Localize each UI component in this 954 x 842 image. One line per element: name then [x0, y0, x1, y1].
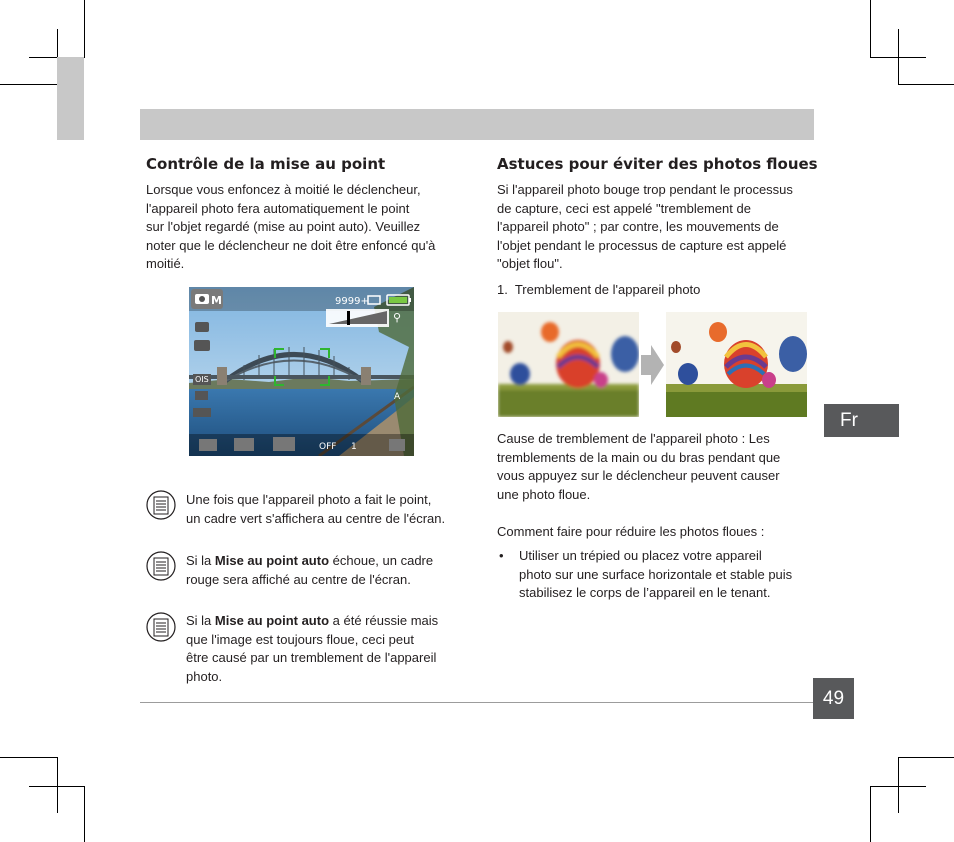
bullet-text: Utiliser un trépied ou placez votre appareil photo sur une surface horizontale et stable puis stabilisez le corps de l’appareil en le tenant. — [519, 548, 793, 600]
footer-rule — [140, 702, 813, 703]
list-item: 1. Tremblement de l'appareil photo — [497, 282, 701, 297]
crop-mark — [898, 757, 899, 813]
crop-mark — [898, 84, 954, 85]
chapter-tab — [57, 57, 84, 140]
section-heading-focus: Contrôle de la mise au point — [146, 155, 386, 173]
crop-mark — [870, 57, 926, 58]
how-to-text: Comment faire pour réduire les photos floues : — [497, 524, 765, 539]
header-bar — [140, 109, 814, 140]
balloon-photo-sharp — [666, 312, 807, 417]
page-number: 49 — [813, 678, 854, 719]
camera-lcd-screenshot — [189, 287, 414, 456]
note-2-text: Si la Mise au point auto échoue, un cadre rouge sera affiché au centre de l'écran. — [186, 553, 434, 587]
crop-mark — [870, 786, 926, 787]
balloon-photo-blurred — [498, 312, 639, 417]
focus-intro: Lorsque vous enfoncez à moitié le déclencheur, l'appareil photo fera automatiquement le point sur l'objet regardé (mise au point auto). Veuillez noter que le déclencheur ne doit être enfoncé qu'à moitié. — [146, 182, 436, 271]
crop-mark — [898, 757, 954, 758]
crop-mark — [870, 0, 871, 57]
crop-mark — [29, 786, 85, 787]
ois-label: OIS — [195, 375, 209, 384]
off-label: OFF — [319, 442, 337, 452]
one-label: 1 — [351, 442, 357, 452]
crop-mark — [0, 84, 57, 85]
arrow-right-icon — [641, 345, 664, 385]
language-tab: Fr — [824, 404, 899, 437]
flash-label: A — [394, 392, 401, 402]
note-icon — [146, 490, 176, 520]
crop-mark — [84, 786, 85, 842]
cause-text: Cause de tremblement de l'appareil photo : Les tremblements de la main ou du bras pendant que vous appuyez sur le déclencheur peuvent causer une photo floue. — [497, 431, 781, 502]
blur-intro: Si l'appareil photo bouge trop pendant le processus de capture, ceci est appelé "tremblement de l'appareil photo" ; par contre, les mouvements de l'objet pendant le processus de capture est appelé "objet flou". — [497, 182, 793, 271]
shot-count: 9999+ — [335, 296, 369, 307]
note-3-text: Si la Mise au point auto a été réussie mais que l'image est toujours floue, ceci peut être causé par un tremblement de l'appareil photo. — [186, 613, 439, 684]
section-heading-blur: Astuces pour éviter des photos floues — [497, 155, 818, 173]
note-icon — [146, 551, 176, 581]
crop-mark — [0, 757, 57, 758]
svg-text:⚲: ⚲ — [393, 311, 402, 324]
note-1-text: Une fois que l'appareil photo a fait le point, un cadre vert s'affichera au centre de l'écran. — [186, 492, 446, 526]
keyword: Mise au point auto — [214, 553, 330, 568]
crop-mark — [870, 786, 871, 842]
crop-mark — [57, 757, 58, 813]
crop-mark — [84, 0, 85, 57]
note-icon — [146, 612, 176, 642]
keyword: Mise au point auto — [214, 613, 330, 628]
mode-label: M — [211, 294, 222, 307]
bullet-symbol: • — [499, 548, 504, 563]
